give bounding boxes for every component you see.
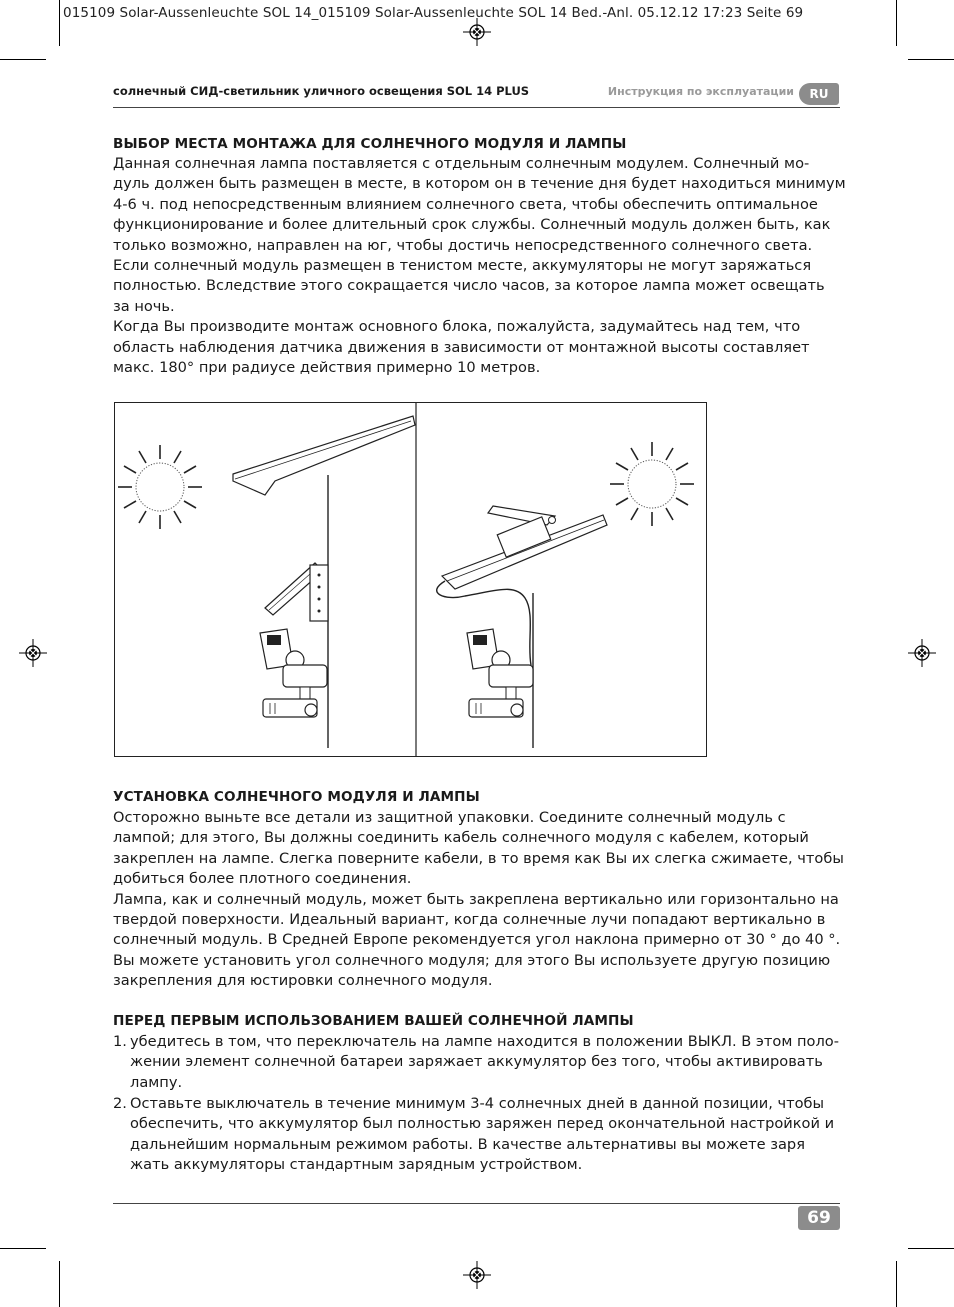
sun-icon (610, 442, 694, 526)
section-title-mounting-location: ВЫБОР МЕСТА МОНТАЖА ДЛЯ СОЛНЕЧНОГО МОДУЛЯ И ЛАМПЫ (113, 136, 627, 152)
crop-mark (908, 1248, 954, 1249)
crop-mark (896, 0, 897, 46)
list-item-number: 2. (113, 1095, 127, 1112)
list-item-number: 1. (113, 1033, 127, 1050)
footer-rule (113, 1203, 840, 1204)
section-body-installation: Осторожно выньте все детали из защитной упаковки. Соедините солнечный модуль с лампой; для этого, Вы должны соединить кабель солнечного модуля с кабелем, который закреплен на лампе. Слегка поверните кабели, в то время как Вы их слегка сжимаете, чтобы добиться более плотного соединения. Лампа, как и солнечный модуль, может быть закреплена вертикально или горизонтально на твердой поверхности. Идеальный вариант, когда солнечные лучи попадают вертикально в солнечный модуль. В Средней Европе рекомендуется угол наклона примерно от 30 ° до 40 °. Вы можете установить угол солнечного модуля; для этого Вы используете другую позицию закрепления для юстировки солнечного модуля. (113, 809, 844, 990)
header-rule (113, 107, 840, 108)
list-item-text: Оставьте выключатель в течение минимум 3-4 солнечных дней в данной позиции, чтобы обеспечить, что аккумулятор был полностью заряжен перед окончательной настройкой и дальнейшим нормальным режимом работы. В качестве альтернативы вы можете заря жать аккумуляторы стандартным зарядным устройством. (130, 1095, 835, 1174)
right-panel-drawing (437, 442, 694, 748)
crop-mark (0, 59, 46, 60)
page-number: 69 (798, 1206, 840, 1230)
registration-mark-icon (908, 639, 936, 667)
left-panel-drawing (118, 416, 415, 748)
header-manual-label: Инструкция по эксплуатации (607, 85, 794, 98)
registration-mark-icon (463, 18, 491, 46)
section-title-first-use: ПЕРЕД ПЕРВЫМ ИСПОЛЬЗОВАНИЕМ ВАШЕЙ СОЛНЕЧНОЙ ЛАМПЫ (113, 1013, 634, 1029)
crop-mark (59, 1261, 60, 1307)
crop-mark (896, 1261, 897, 1307)
header-product-title: солнечный СИД-светильник уличного освещения SOL 14 PLUS (113, 84, 530, 98)
crop-mark (0, 1248, 46, 1249)
print-slug: 015109 Solar-Aussenleuchte SOL 14_015109 Solar-Aussenleuchte SOL 14 Bed.-Anl. 05.12.12 17:23 Seite 69 (63, 5, 804, 21)
sun-icon (118, 445, 202, 529)
language-badge: RU (799, 83, 839, 105)
registration-mark-icon (463, 1261, 491, 1289)
section-title-installation: УСТАНОВКА СОЛНЕЧНОГО МОДУЛЯ И ЛАМПЫ (113, 789, 480, 805)
installation-figure (114, 402, 707, 757)
section-body-mounting-location: Данная солнечная лампа поставляется с отдельным солнечным модулем. Солнечный мо- дуль должен быть размещен в месте, в котором он в течение дня будет находиться минимум 4-6 ч. под непосредственным влиянием солнечного света, чтобы обеспечить оптимальное функционирование и более длительный срок службы. Солнечный модуль должен быть, как только возможно, направлен на юг, чтобы достичь непосредственного солнечного света. Если солнечный модуль размещен в тенистом месте, аккумуляторы не могут заряжаться полностью. Вследствие этого сокращается число часов, за которое лампа может освещать за ночь. Когда Вы производите монтаж основного блока, пожалуйста, задумайтесь над тем, что область наблюдения датчика движения в зависимости от монтажной высоты составляет макс. 180° при радиусе действия примерно 10 метров. (113, 155, 846, 377)
crop-mark (908, 59, 954, 60)
registration-mark-icon (19, 639, 47, 667)
crop-mark (59, 0, 60, 46)
list-item-text: убедитесь в том, что переключатель на лампе находится в положении ВЫКЛ. В этом поло- жении элемент солнечной батареи заряжает аккумулятор без того, чтобы активировать лампу. (130, 1033, 839, 1091)
